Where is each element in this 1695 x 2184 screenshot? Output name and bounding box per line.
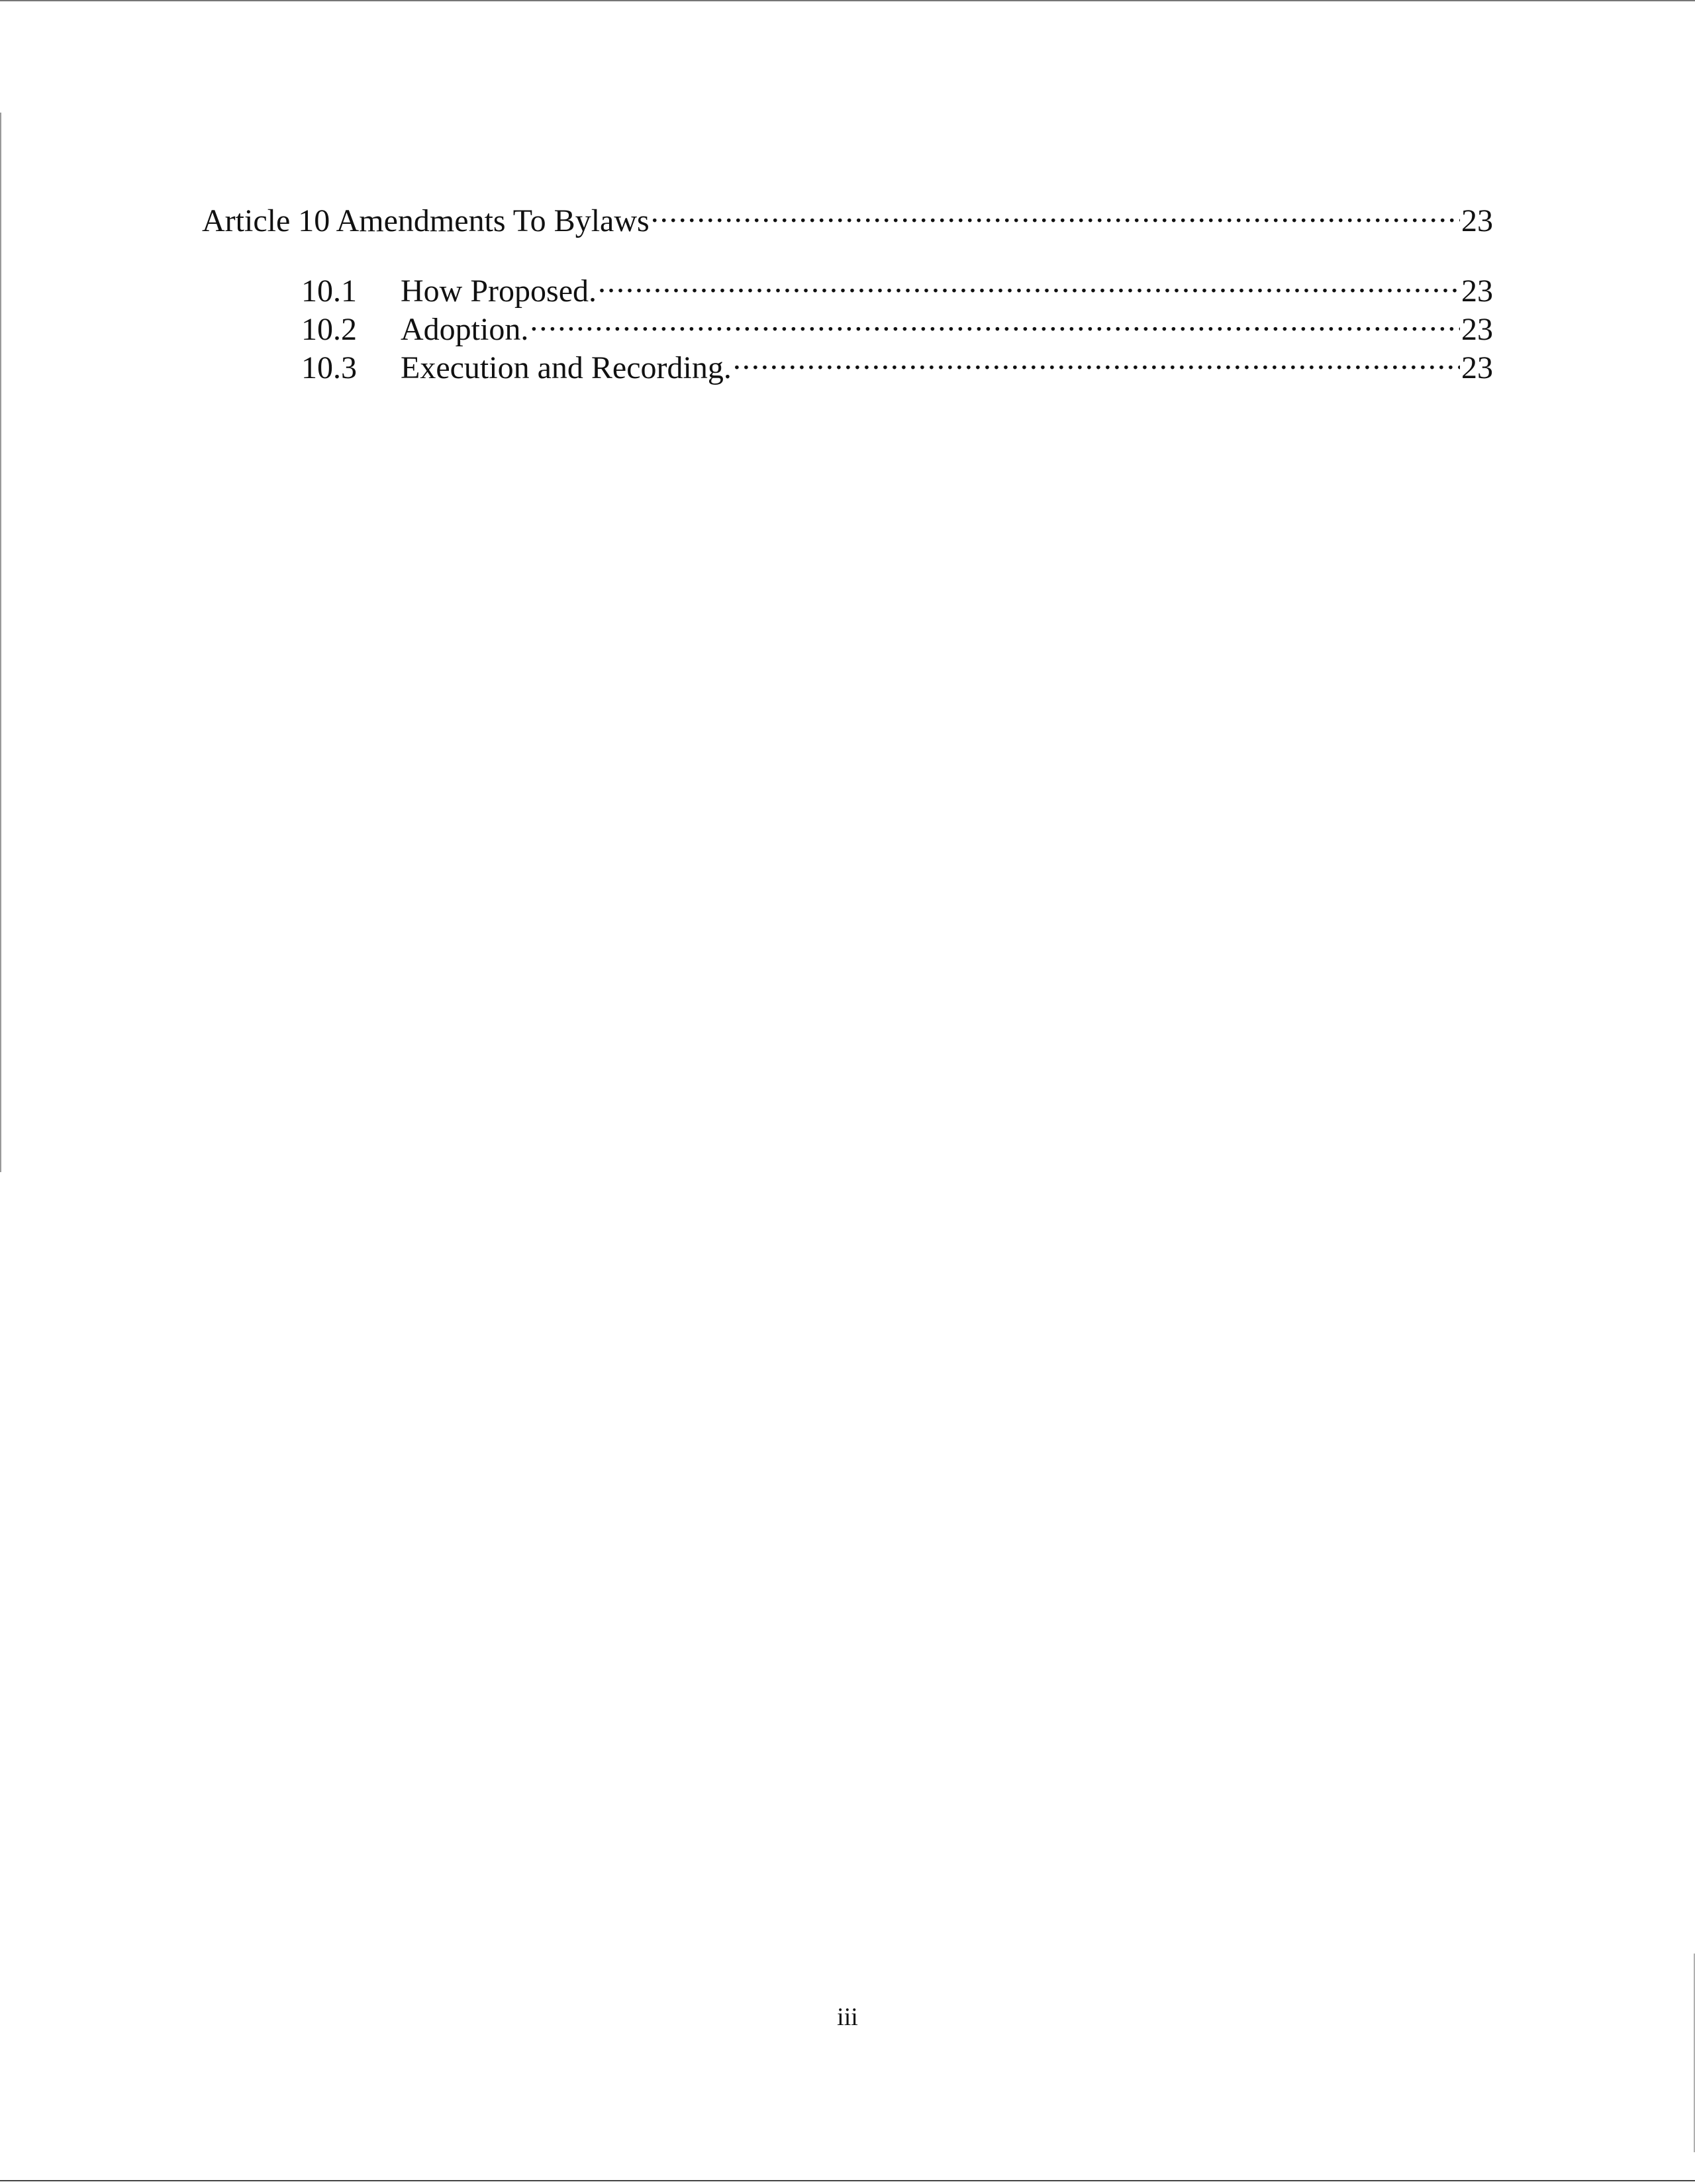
section-page: 23 [1461, 273, 1493, 309]
section-page: 23 [1461, 312, 1493, 347]
toc-section-entry [301, 340, 1493, 387]
dot-leader [598, 263, 1460, 301]
page-number: iii [837, 2003, 858, 2031]
section-number: 10.1 [301, 273, 357, 309]
section-page: 23 [1461, 350, 1493, 385]
scan-edge-top [0, 0, 1695, 1]
toc-article-entry [202, 193, 1493, 240]
dot-leader [530, 301, 1460, 340]
section-title: Execution and Recording. [401, 350, 732, 385]
section-title: Adoption. [401, 312, 529, 347]
dot-leader [651, 193, 1460, 231]
dot-leader [733, 340, 1460, 378]
scan-edge-left [0, 113, 1, 1172]
scan-edge-bottom [0, 2180, 1695, 2181]
section-number: 10.3 [301, 350, 357, 385]
section-number: 10.2 [301, 312, 357, 347]
section-title: How Proposed. [401, 273, 597, 309]
toc-article-page: 23 [1461, 203, 1493, 238]
toc-article-title: Article 10 Amendments To Bylaws [202, 203, 650, 238]
